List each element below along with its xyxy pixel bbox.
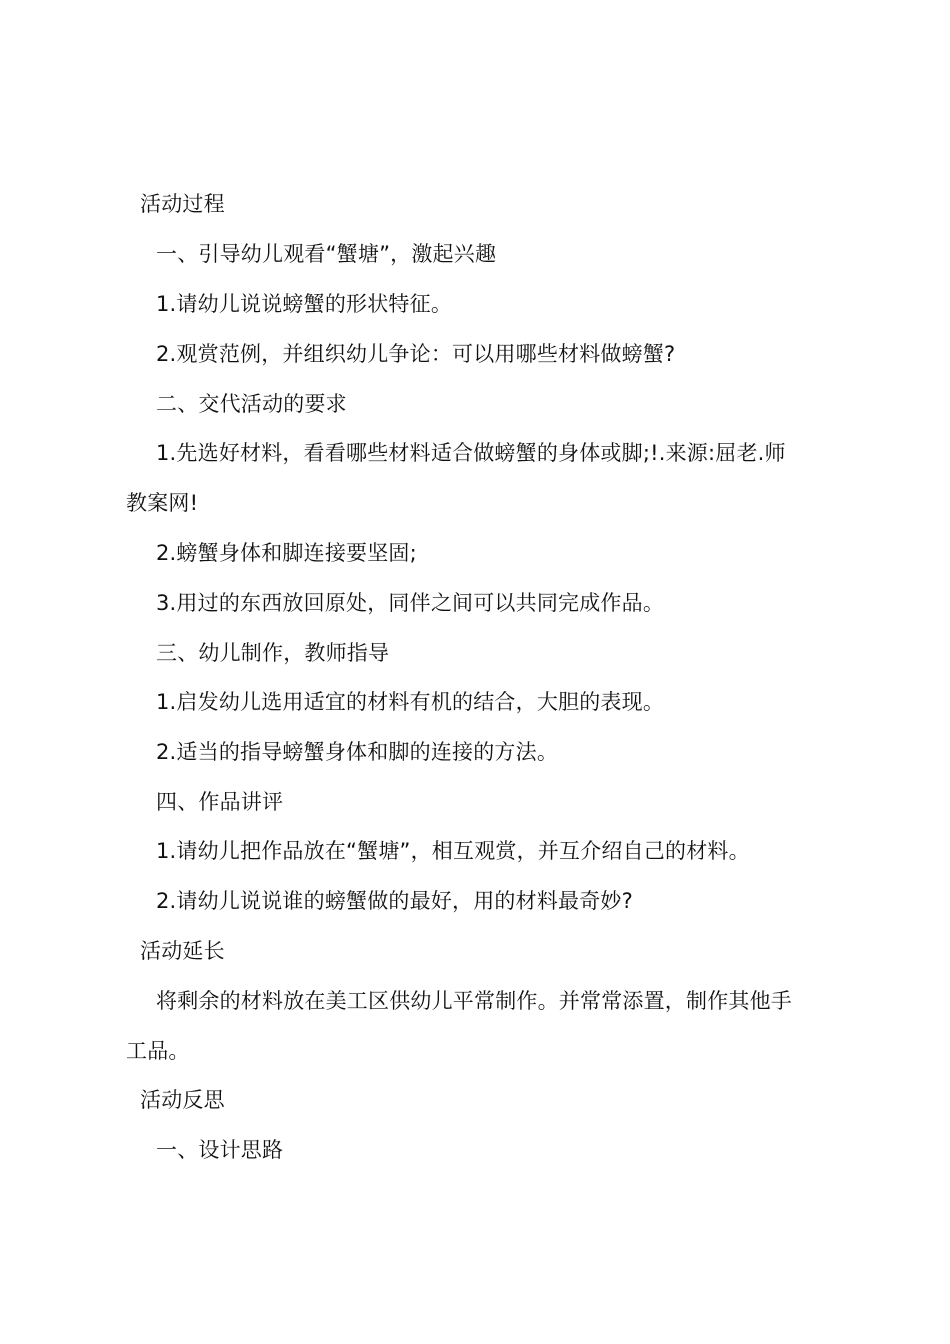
paragraph-line: 1.启发幼儿选用适宜的材料有机的结合，大胆的表现。 [156,690,665,714]
paragraph-line: 2.适当的指导螃蟹身体和脚的连接的方法。 [156,740,559,764]
heading-activity-process: 活动过程 [140,192,225,216]
paragraph-line: 2.请幼儿说说谁的螃蟹做的最好，用的材料最奇妙? [156,889,633,913]
paragraph-line-continuation: 教案网! [126,491,199,515]
paragraph-line: 1.请幼儿说说螃蟹的形状特征。 [156,292,453,316]
section-heading-3: 三、幼儿制作，教师指导 [156,641,390,665]
paragraph-line: 3.用过的东西放回原处，同伴之间可以共同完成作品。 [156,591,665,615]
paragraph-line: 将剩余的材料放在美工区供幼儿平常制作。并常常添置，制作其他手 [156,989,792,1013]
section-heading-design-idea: 一、设计思路 [156,1138,284,1162]
paragraph-line: 1.请幼儿把作品放在“蟹塘”，相互观赏，并互介绍自己的材料。 [156,839,750,863]
paragraph-line: 2.观赏范例，并组织幼儿争论：可以用哪些材料做螃蟹? [156,342,676,366]
paragraph-line: 2.螃蟹身体和脚连接要坚固; [156,541,417,565]
heading-activity-reflection: 活动反思 [140,1088,225,1112]
section-heading-1: 一、引导幼儿观看“蟹塘”，激起兴趣 [156,242,497,266]
section-heading-4: 四、作品讲评 [156,790,284,814]
heading-activity-extension: 活动延长 [140,939,225,963]
paragraph-line-continuation: 工品。 [126,1039,190,1063]
paragraph-line: 1.先选好材料，看看哪些材料适合做螃蟹的身体或脚;!.来源:屈老.师 [156,441,786,465]
section-heading-2: 二、交代活动的要求 [156,392,347,416]
